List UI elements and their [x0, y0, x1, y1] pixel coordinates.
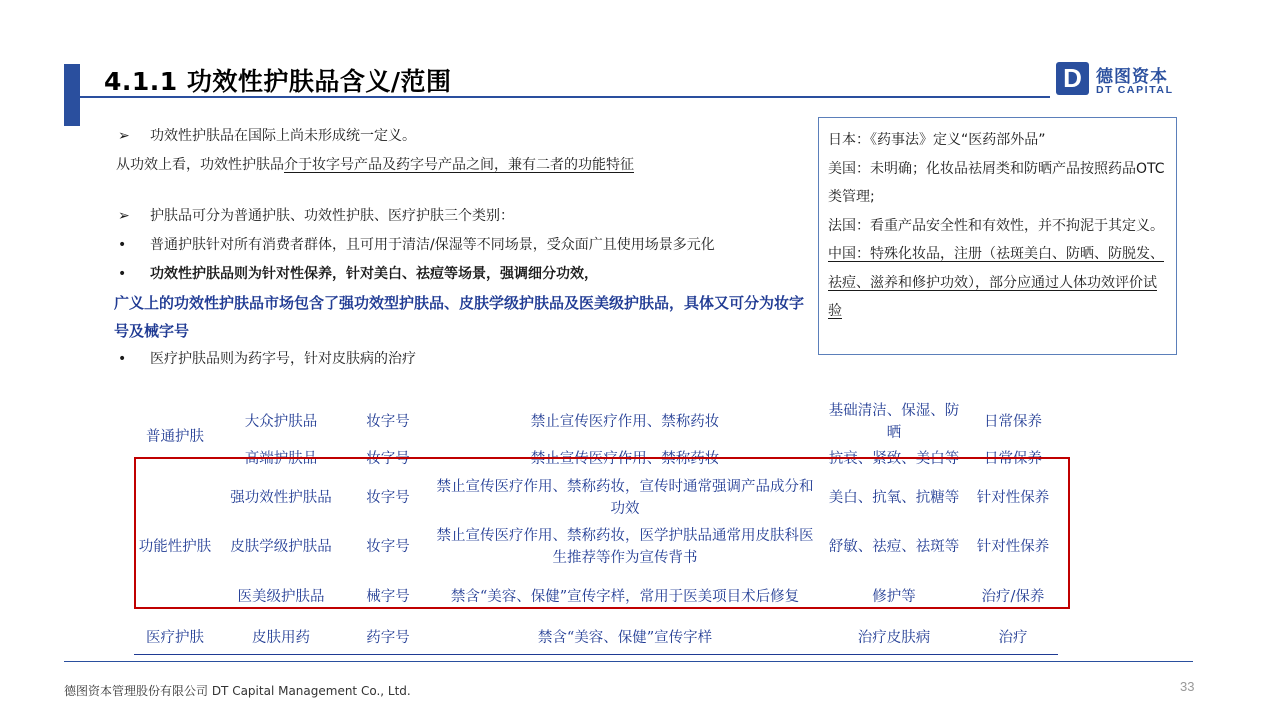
table-row — [134, 400, 1058, 444]
underlined-key-phrase: 介于妆字号产品及药字号产品之间，兼有二者的功能特征 — [284, 157, 634, 173]
definition-usa: 美国：未明确；化妆品祛屑类和防晒产品按照药品OTC类管理; — [828, 160, 1165, 205]
license-cell: 妆字号 — [366, 450, 410, 467]
title-accent-bar — [64, 64, 80, 126]
rule-cell: 禁止宣传医疗作用、禁称药妆，医学护肤品通常用皮肤科医生推荐等作为宣传背书 — [436, 528, 814, 567]
product-cell: 皮肤用药 — [216, 622, 346, 655]
table-row — [134, 622, 1058, 655]
page-number: 33 — [1180, 679, 1195, 694]
effect-cell: 治疗皮肤病 — [820, 622, 968, 655]
purpose-cell: 日常保养 — [984, 450, 1042, 467]
table-row — [134, 444, 1058, 473]
logo-chinese-name: 德图资本 — [1096, 67, 1168, 87]
main-content — [114, 122, 818, 374]
country-definitions-box — [818, 117, 1177, 355]
table-row — [134, 523, 1058, 573]
page-title: 4.1.1 功效性护肤品含义/范围 — [104, 67, 452, 96]
arrow-bullet-icon: ➢ — [118, 128, 130, 144]
arrow-bullet-icon: ➢ — [118, 208, 130, 224]
logo-mark-icon: D — [1056, 62, 1089, 95]
license-cell: 妆字号 — [366, 539, 410, 556]
rule-cell: 禁含“美容、保健”宣传字样，常用于医美项目术后修复 — [450, 588, 800, 605]
purpose-cell: 针对性保养 — [976, 489, 1050, 506]
group-label-normal: 普通护肤 — [146, 428, 204, 445]
bullet-normal-skincare: • 普通护肤针对所有消费者群体，且可用于清洁/保湿等不同场景，受众面广且使用场景多元化 — [118, 231, 818, 260]
definition-japan: 日本：《药事法》定义“医药部外品” — [828, 132, 1046, 148]
rule-cell: 禁含“美容、保健”宣传字样 — [430, 622, 820, 655]
skincare-comparison-table — [134, 400, 1058, 655]
effect-cell: 舒敏、祛痘、祛斑等 — [828, 539, 960, 556]
functional-market-scope: 广义上的功效性护肤品市场包含了强功效型护肤品、皮肤学级护肤品及医美级护肤品，具体又可分为妆字号及械字号 — [114, 294, 805, 340]
product-cell: 医美级护肤品 — [237, 588, 325, 605]
rule-cell: 禁止宣传医疗作用、禁称药妆 — [530, 450, 720, 467]
product-cell: 皮肤学级护肤品 — [230, 539, 332, 556]
definition-china: 中国：特殊化妆品，注册（祛斑美白、防晒、防脱发、祛痘、滋养和修护功效），部分应通过人体功效评价试验 — [828, 246, 1164, 319]
footer-divider — [64, 661, 1193, 662]
purpose-cell: 针对性保养 — [976, 539, 1050, 556]
license-cell: 妆字号 — [366, 489, 410, 506]
effect-cell: 抗衰、紧致、美白等 — [828, 450, 960, 467]
dot-bullet-icon: • — [118, 237, 127, 253]
dot-bullet-icon: • — [118, 266, 127, 282]
license-cell: 药字号 — [346, 622, 430, 655]
purpose-cell: 治疗 — [968, 622, 1058, 655]
product-cell: 强功效性护肤品 — [230, 489, 332, 506]
company-logo — [1056, 62, 1186, 98]
rule-cell: 禁止宣传医疗作用、禁称药妆，宣传时通常强调产品成分和功效 — [436, 478, 814, 517]
table-row — [134, 572, 1058, 622]
product-cell: 高端护肤品 — [244, 450, 318, 467]
effect-cell: 美白、抗氧、抗糖等 — [828, 489, 960, 506]
effect-cell: 修护等 — [872, 588, 916, 605]
point-intl-definition: ➢ 功效性护肤品在国际上尚未形成统一定义。 — [118, 122, 818, 151]
dot-bullet-icon: • — [118, 351, 127, 367]
purpose-cell: 日常保养 — [984, 414, 1042, 430]
license-cell: 械字号 — [366, 588, 410, 605]
group-label-functional: 功能性护肤 — [138, 539, 212, 556]
rule-cell: 禁止宣传医疗作用、禁称药妆 — [530, 414, 720, 430]
product-cell: 大众护肤品 — [244, 414, 318, 430]
point-efficacy-position: 从功效上看，功效性护肤品介于妆字号产品及药字号产品之间，兼有二者的功能特征 — [116, 157, 634, 173]
point-three-categories: ➢ 护肤品可分为普通护肤、功效性护肤、医疗护肤三个类别： — [118, 202, 818, 231]
group-label-medical: 医疗护肤 — [134, 622, 216, 655]
bullet-medical-skincare: • 医疗护肤品则为药字号，针对皮肤病的治疗 — [118, 345, 818, 374]
footer-company: 德图资本管理股份有限公司 DT Capital Management Co., Ltd. — [64, 684, 411, 698]
definition-france: 法国：看重产品安全性和有效性，并不拘泥于其定义。 — [828, 217, 1164, 234]
effect-cell: 基础清洁、保湿、防晒 — [828, 403, 960, 441]
logo-english-name: DT CAPITAL — [1096, 84, 1174, 96]
license-cell: 妆字号 — [366, 414, 410, 430]
purpose-cell: 治疗/保养 — [981, 588, 1045, 605]
bullet-functional-skincare: • 功效性护肤品则为针对性保养，针对美白、祛痘等场景，强调细分功效， — [118, 260, 818, 289]
title-divider — [80, 96, 1050, 98]
table-row — [134, 473, 1058, 523]
